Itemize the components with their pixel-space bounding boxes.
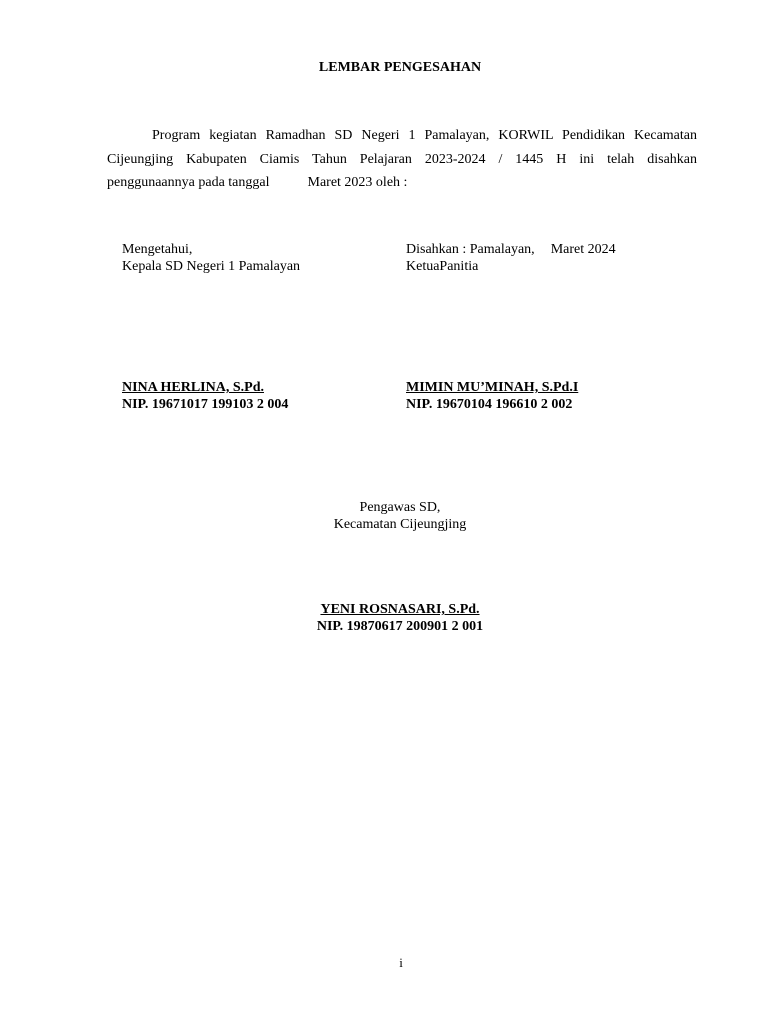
right-label-prefix: Disahkan : Pamalayan, (406, 242, 535, 257)
right-position: KetuaPanitia (406, 259, 479, 274)
center-signatory-header (0, 499, 768, 533)
right-signature-block (406, 379, 578, 413)
paragraph-text: penggunaannya pada tanggal (107, 175, 270, 190)
left-signatory-header (122, 241, 300, 275)
right-signatory-header (406, 241, 616, 275)
center-position: Kecamatan Cijeungjing (333, 517, 467, 532)
left-signatory-name: NINA HERLINA, S.Pd. (122, 380, 264, 395)
center-signatory-name: YENI ROSNASARI, S.Pd. (320, 602, 480, 617)
paragraph-text: Program kegiatan Ramadhan SD Negeri 1 Pamalayan, KORWIL Pendidikan Kecamatan (152, 128, 697, 143)
left-signatory-nip: NIP. 19671017 199103 2 004 (122, 397, 289, 412)
right-signatory-name: MIMIN MU’MINAH, S.Pd.I (406, 380, 579, 395)
right-label-date: Maret 2024 (550, 242, 616, 257)
left-position: Kepala SD Negeri 1 Pamalayan (122, 259, 301, 274)
center-label: Pengawas SD, (359, 500, 441, 515)
right-label (406, 241, 616, 258)
left-label: Mengetahui, (122, 242, 193, 257)
paragraph-text: Maret 2023 oleh : (307, 175, 408, 190)
body-paragraph (107, 124, 697, 195)
paragraph-line (107, 124, 697, 148)
page-number: i (399, 955, 403, 970)
paragraph-line: Cijeungjing Kabupaten Ciamis Tahun Pelajaran 2023-2024 / 1445 H ini telah disahkan (107, 151, 697, 167)
center-signature-block (0, 601, 768, 635)
paragraph-line (107, 171, 697, 195)
right-signatory-nip: NIP. 19670104 196610 2 002 (406, 397, 573, 412)
center-signatory-nip: NIP. 19870617 200901 2 001 (316, 619, 484, 634)
left-signature-block (122, 379, 288, 413)
page-title: LEMBAR PENGESAHAN (318, 60, 482, 75)
